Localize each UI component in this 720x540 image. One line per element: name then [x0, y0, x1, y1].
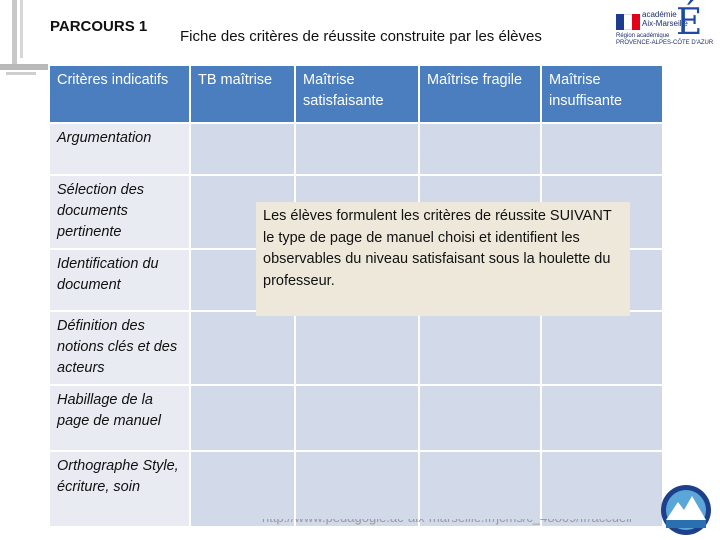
table-cell [295, 123, 419, 175]
table-cell [419, 451, 541, 527]
table-cell [541, 385, 663, 451]
logo-e-glyph: É [676, 2, 703, 43]
table-row [49, 311, 663, 385]
decor-bar-horizontal [0, 64, 50, 70]
criterion-identification-document: Identification du document [49, 249, 190, 311]
table-header-row [49, 65, 663, 123]
table-cell [419, 385, 541, 451]
table-row [49, 123, 663, 175]
page-title: Fiche des critères de réussite construite par les élèves [180, 28, 542, 45]
table-cell [190, 123, 295, 175]
header-criteres: Critères indicatifs [49, 65, 190, 123]
table-cell [190, 311, 295, 385]
criterion-habillage-page: Habillage de la page de manuel [49, 385, 190, 451]
instruction-note: Les élèves formulent les critères de réussite SUIVANT le type de page de manuel choisi et identifient les observables du niveau satisfaisant sous la houlette du professeur. [256, 202, 630, 316]
logo-academie-text: académie Aix-Marseille [642, 10, 688, 28]
table-cell [541, 451, 663, 527]
table-cell [190, 385, 295, 451]
header-maitrise-satisfaisante: Maîtrise satisfaisante [295, 65, 419, 123]
french-flag-icon [616, 14, 640, 30]
criterion-definition-notions: Définition des notions clés et des acteurs [49, 311, 190, 385]
parcours-label: PARCOURS 1 [50, 18, 148, 35]
table-row [49, 385, 663, 451]
header-tb-maitrise: TB maîtrise [190, 65, 295, 123]
table-cell [419, 311, 541, 385]
table-cell [190, 451, 295, 527]
table-cell [295, 311, 419, 385]
logo-region-text: Région académique PROVENCE-ALPES-CÔTE D'AZUR [616, 33, 714, 46]
table-cell [295, 451, 419, 527]
decor-bar-vertical [12, 0, 17, 68]
criterion-orthographe: Orthographe Style, écriture, soin [49, 451, 190, 527]
table-cell [295, 385, 419, 451]
criterion-selection-documents: Sélection des documents pertinente [49, 175, 190, 249]
academie-logo [612, 2, 714, 52]
table-cell [541, 311, 663, 385]
decor-bar-vertical-thin [20, 0, 23, 58]
table-cell [419, 123, 541, 175]
header-maitrise-fragile: Maîtrise fragile [419, 65, 541, 123]
criterion-argumentation: Argumentation [49, 123, 190, 175]
mountain-logo-icon [660, 482, 712, 538]
header-maitrise-insuffisante: Maîtrise insuffisante [541, 65, 663, 123]
decor-bar-horizontal-thin [6, 72, 36, 75]
table-cell [541, 123, 663, 175]
table-row [49, 451, 663, 527]
